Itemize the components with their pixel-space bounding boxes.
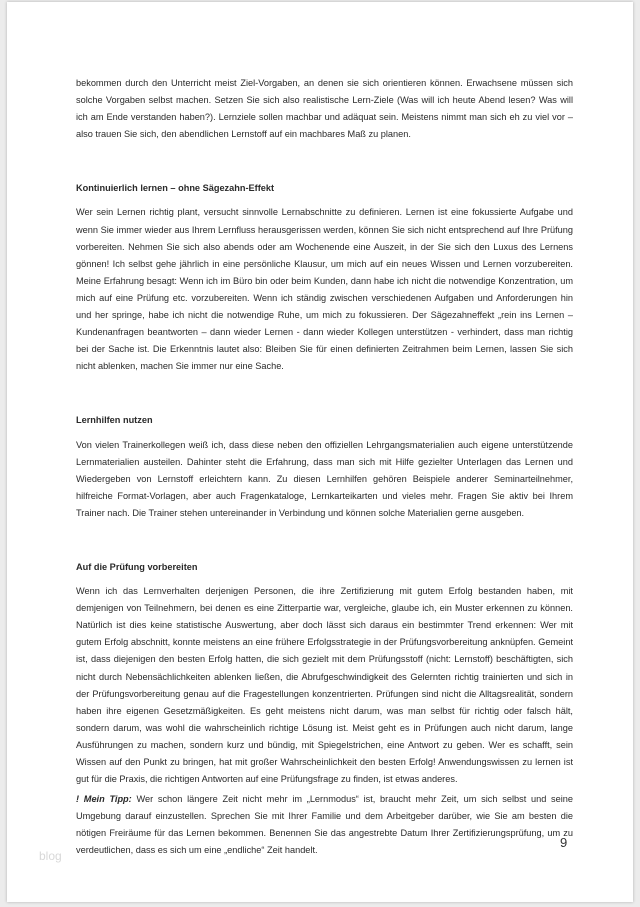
spacer — [76, 143, 573, 180]
tip-text: Wer schon längere Zeit nicht mehr im „Lernmodus“ ist, braucht mehr Zeit, um sich selbst und seine Umgebung darauf einzustellen. Sprechen Sie mit Ihrer Familie und dem Arbeitgeber darüber, wie Sie am besten die nötigen Freiräume für das Lernen bekommen. Benennen Sie das angestrebte Datum Ihrer Zertifizierungsprüfung, um zu verdeutlichen, dass es sich um eine „endliche“ Zeit handelt. — [76, 794, 573, 856]
section-heading-exam-preparation: Auf die Prüfung vorbereiten — [76, 561, 198, 572]
document-page — [7, 2, 633, 902]
spacer — [76, 375, 573, 412]
page-number: 9 — [560, 835, 568, 850]
tip-label: ! Mein Tipp: — [76, 794, 132, 805]
section-heading-learning-aids: Lernhilfen nutzen — [76, 415, 153, 426]
section-body-learning-aids: Von vielen Trainerkollegen weiß ich, dass diese neben den offiziellen Lehrgangsmaterialien auch eigene unterstützende Lernmaterialien austeilen. Dahinter steht die Erfahrung, dass man sich mit Hilfe gezielter Unterlagen das Lernen und Wiedergeben von Lernstoff erleichtern kann. Zu diesen Lernhilfen gehören Beispiele anderer Seminarteilnehmer, hilfreiche Format-Vorlagen, aber auch Fragenkataloge, Lernkarteikarten und vieles mehr. Fragen Sie aktiv bei Ihrem Trainer nach. Die Trainer stehen untereinander in Verbindung und können solche Materialien gerne ausgeben. — [76, 439, 573, 518]
section-heading-continuous-learning: Kontinuierlich lernen – ohne Sägezahn-Effekt — [76, 183, 275, 194]
section-body-continuous-learning: Wer sein Lernen richtig plant, versucht sinnvolle Lernabschnitte zu definieren. Lernen ist eine fokussierte Aufgabe und wenn Sie immer wieder aus Ihrem Lernfluss herausgerissen werden, können Sie sich nicht entsprechend auf Ihre Prüfung vorbereiten. Nehmen Sie sich also abends oder am Wochenende eine Auszeit, in der Sie sich den Luxus des Lernens gönnen! Ich selbst gehe jährlich in eine persönliche Klausur, um mich auf ein neues Wissen und Lernen vorzubereiten. Meine Erfahrung besagt: Wenn ich im Büro bin oder beim Kunden, dann habe ich nicht die notwendige Konzentration, um mich auf eine Prüfung etc. vorzubereiten. Wenn ich ständig zwischen verschiedenen Aufgaben und Anforderungen hin und her springe, habe ich nicht die notwendige Ruhe, um mich zu fokussieren. Der Sägezahneffekt „rein ins Lernen – Kundenanfragen beantworten – dann wieder Lernen - dann wieder Kollegen unterstützen - verhindert, dass man richtig bei der Sache ist. Die Erkenntnis lautet also: Bleiben Sie für einen definierten Zeitrahmen beim Lernen, lassen Sie sich nicht ablenken, machen Sie immer nur eine Sache. — [76, 207, 573, 372]
page-content — [76, 75, 573, 860]
section-body-exam-preparation: Wenn ich das Lernverhalten derjenigen Personen, die ihre Zertifizierung mit gutem Erfolg bestanden haben, mit demjenigen von Teilnehmern, bei denen es eine Zitterpartie war, vergleiche, glaube ich, ein Muster erkennen zu können. Natürlich ist dies keine statistische Auswertung, aber doch lässt sich daraus ein bestimmter Trend erkennen: Wer mit gutem Erfolg abschnitt, konnte meistens an eine frühere Erfolgsstrategie in der Prüfungsvorbereitung anknüpfen. Gemeint ist, dass diejenigen den besten Erfolg hatten, die sich gezielt mit dem Prüfungsstoff (nicht: Lernstoff) beschäftigten, sich nicht durch Nebensächlichkeiten ablenken ließen, die Abrufgeschwindigkeit des Gelernten richtig trainierten und sich in der Prüfungsvorbereitung genau auf die Fragestellungen konzentrierten. Prüfungen sind nicht die Alltagsrealität, sondern haben ihre eigenen Gesetzmäßigkeiten. Es geht meistens nicht darum, was man selbst für richtig oder falsch hält, sondern darum, was wohl die wahrscheinlich richtige Lösung ist. Meist geht es in Prüfungen auch nicht darum, lange Ausführungen zu machen, sondern kurz und bündig, mit Spiegelstrichen, eine Antwort zu geben. Wer es schafft, sein Wissen auf den Punkt zu bringen, hat mit großer Wahrscheinlichkeit den besten Erfolg! Anwendungswissen zu lernen ist gut für die Praxis, die richtigen Antworten auf eine Prüfungsfrage zu finden, ist etwas anderes. — [76, 586, 573, 785]
tip-paragraph — [76, 791, 573, 859]
spacer — [76, 522, 573, 559]
watermark: blog — [39, 849, 62, 863]
intro-paragraph: bekommen durch den Unterricht meist Ziel-Vorgaben, an denen sie sich orientieren können. Erwachsene müssen sich solche Vorgaben selbst machen. Setzen Sie sich also realistische Lern-Ziele (Was will ich heute Abend lesen? Was will ich am Ende verstanden haben?). Lernziele sollen machbar und adäquat sein. Meistens nimmt man sich eh zu viel vor – also trauen Sie sich, den abendlichen Lernstoff auf ein machbares Maß zu planen. — [76, 78, 573, 140]
